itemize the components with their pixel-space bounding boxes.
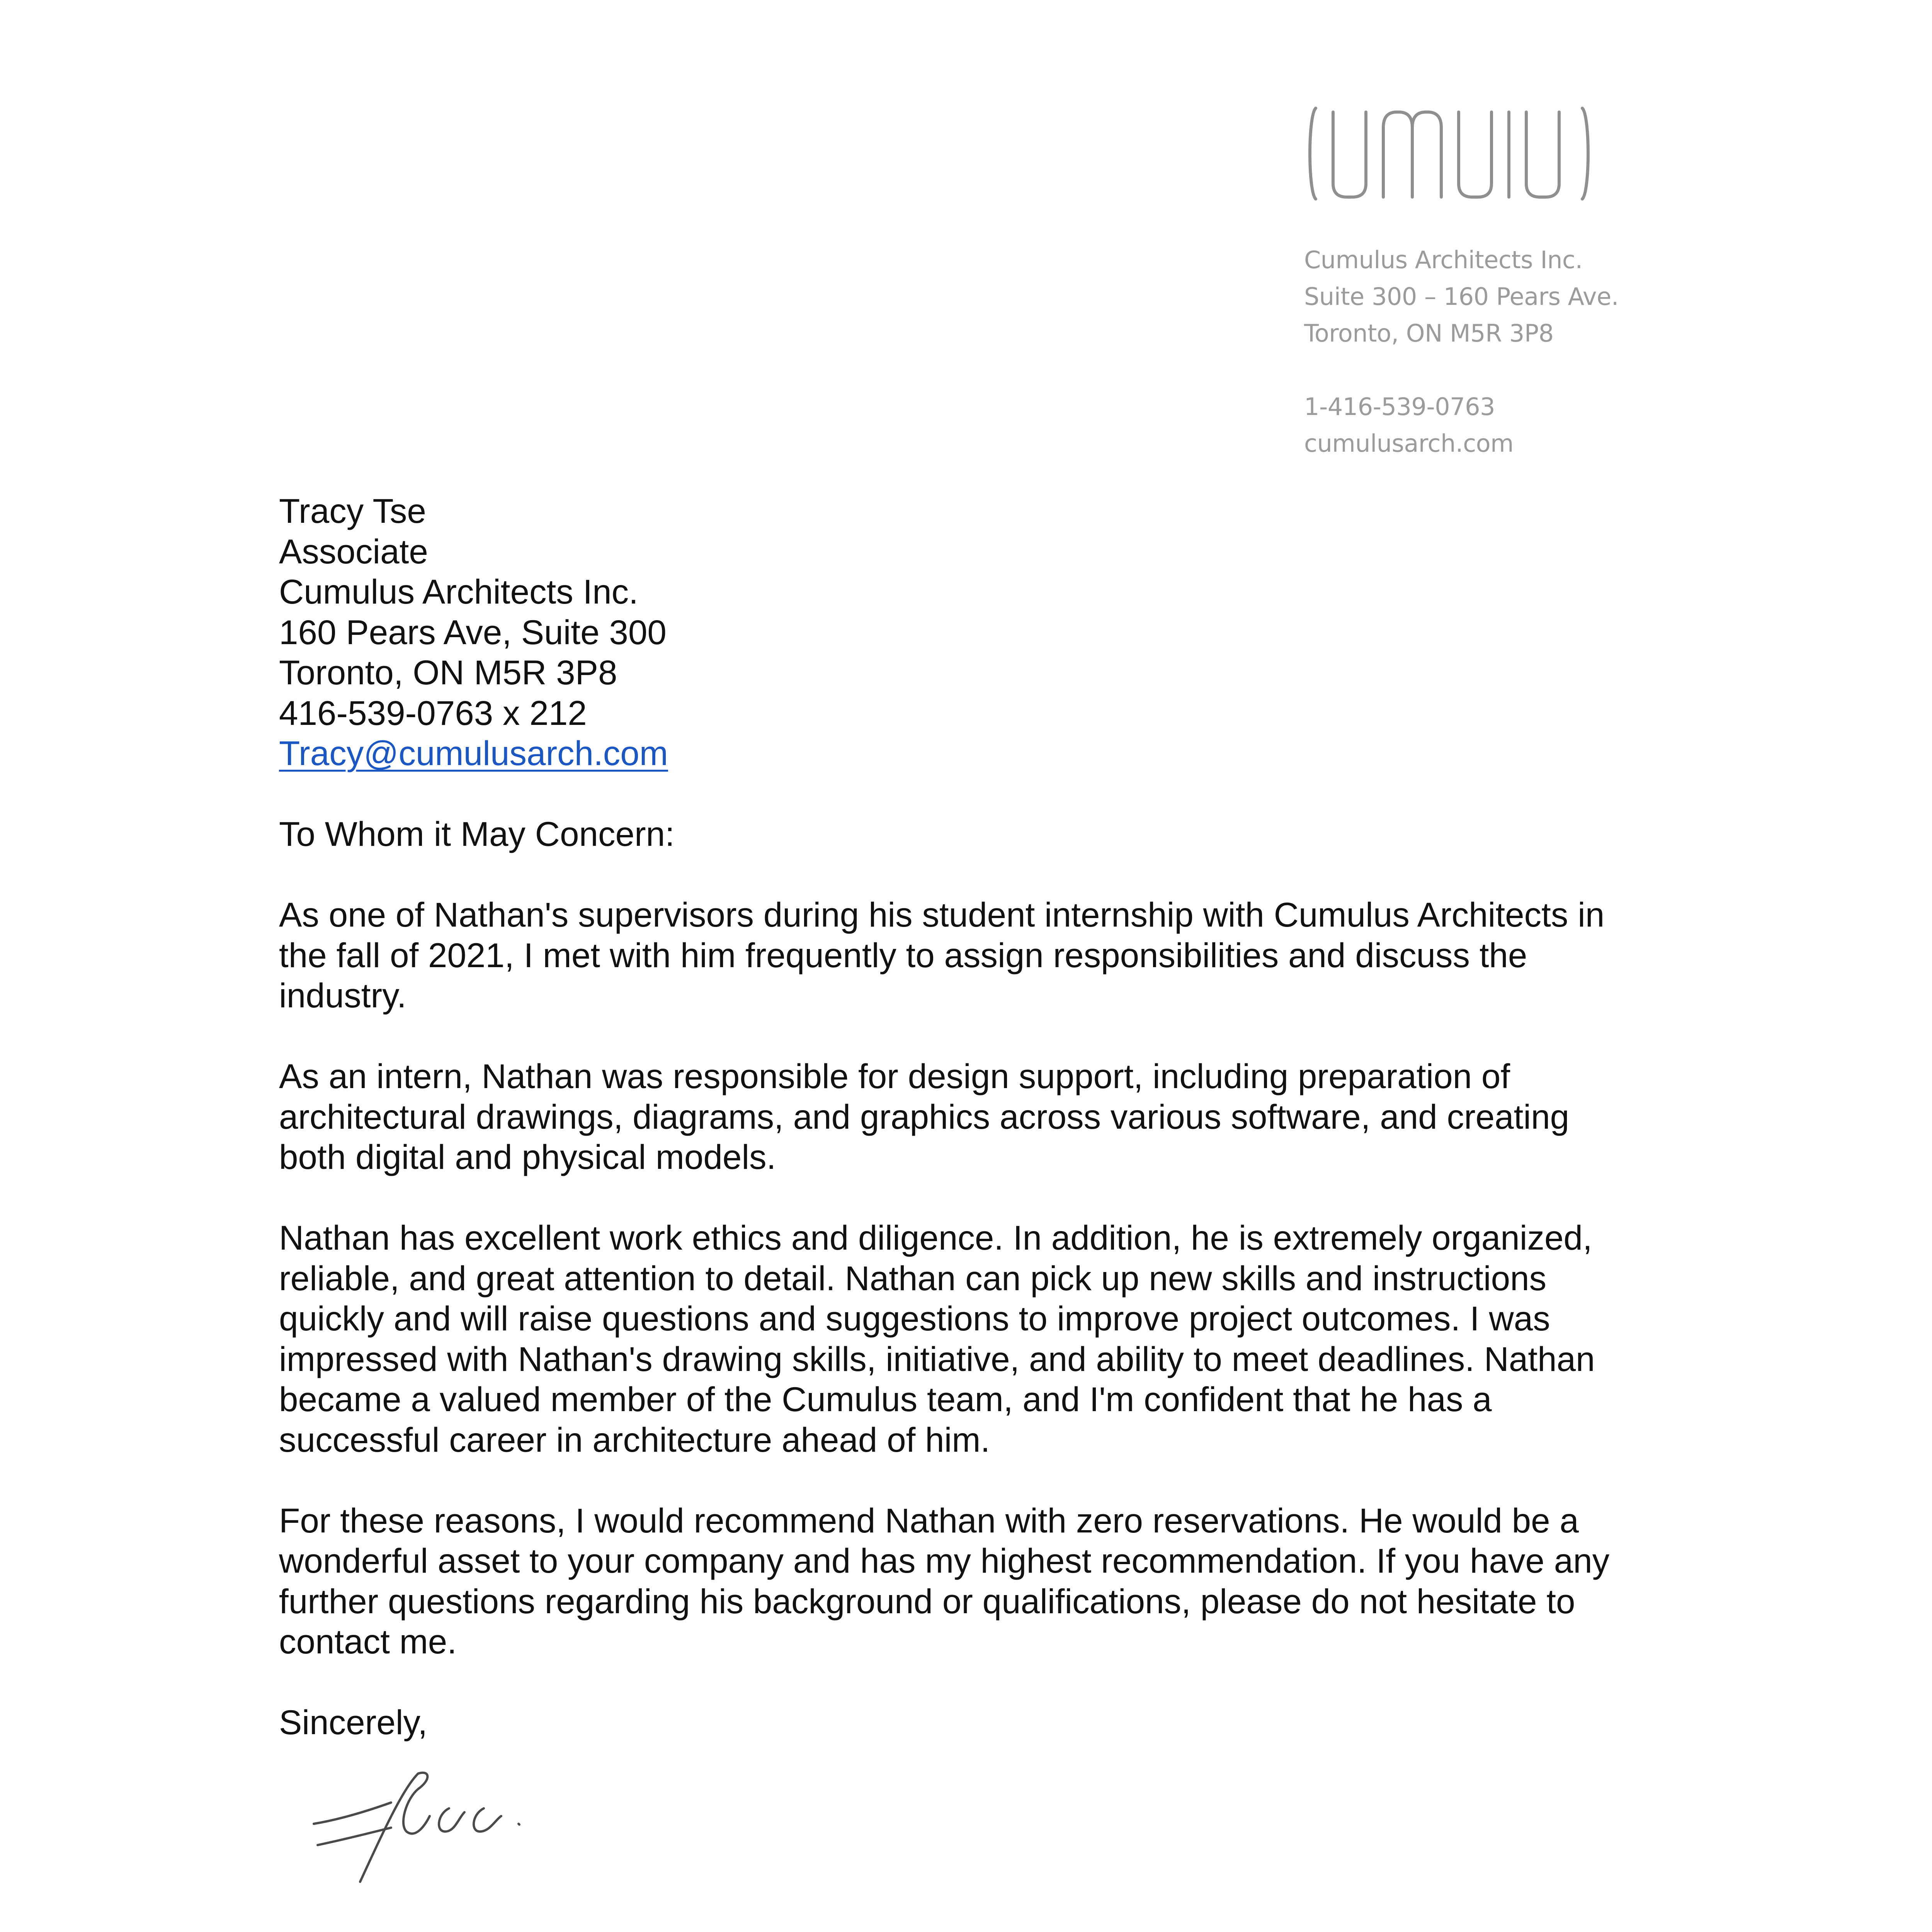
paragraph-line: contact me.: [279, 1622, 457, 1661]
paragraph-4: [279, 1500, 1678, 1662]
paragraph-line: wonderful asset to your company and has my highest recommendation. If you have any: [279, 1541, 1610, 1580]
closing: [279, 1702, 1678, 1743]
sender-city: Toronto, ON M5R 3P8: [279, 653, 617, 692]
paragraph-line: As an intern, Nathan was responsible for design support, including preparation of: [279, 1057, 1510, 1095]
paragraph-line: industry.: [279, 976, 406, 1015]
paragraph-line: further questions regarding his background or qualifications, please do not hesitate to: [279, 1582, 1575, 1621]
paragraph-2: [279, 1056, 1678, 1177]
sender-block: [279, 491, 1678, 774]
paragraph-line: the fall of 2021, I met with him frequently to assign responsibilities and discuss the: [279, 935, 1527, 975]
paragraph-line: quickly and will raise questions and suggestions to improve project outcomes. I was: [279, 1299, 1550, 1338]
sender-name: Tracy Tse: [279, 492, 426, 530]
letterhead-city: Toronto, ON M5R 3P8: [1304, 319, 1554, 347]
sender-company: Cumulus Architects Inc.: [279, 572, 638, 611]
sender-phone: 416-539-0763 x 212: [279, 693, 587, 732]
letterhead-website[interactable]: cumulusarch.com: [1304, 429, 1514, 457]
paragraph-line: For these reasons, I would recommend Nathan with zero reservations. He would be a: [279, 1501, 1579, 1540]
letter-body: [279, 491, 1678, 1932]
letterhead-phone: 1-416-539-0763: [1304, 393, 1495, 421]
paragraph-line: became a valued member of the Cumulus team, and I'm confident that he has a: [279, 1380, 1492, 1418]
paragraph-3: [279, 1218, 1678, 1460]
sender-title: Associate: [279, 532, 428, 571]
paragraph-line: both digital and physical models.: [279, 1138, 776, 1176]
letterhead: [1304, 104, 1710, 462]
paragraph-line: As one of Nathan's supervisors during his student internship with Cumulus Architects in: [279, 895, 1605, 934]
sender-email-link[interactable]: Tracy@cumulusarch.com: [279, 734, 668, 772]
paragraph-line: impressed with Nathan's drawing skills, initiative, and ability to meet deadlines. Nathan: [279, 1339, 1595, 1378]
letterhead-address: [1304, 242, 1710, 462]
letterhead-suite: Suite 300 – 160 Pears Ave.: [1304, 282, 1619, 311]
sender-street: 160 Pears Ave, Suite 300: [279, 612, 667, 651]
closing-text: Sincerely,: [279, 1703, 428, 1742]
salutation-text: To Whom it May Concern:: [279, 815, 675, 853]
paragraph-1: [279, 895, 1678, 1016]
handwritten-signature: [302, 1766, 542, 1893]
paragraph-line: reliable, and great attention to detail. Nathan can pick up new skills and instructions: [279, 1259, 1547, 1298]
salutation: [279, 814, 1678, 854]
paragraph-line: Nathan has excellent work ethics and diligence. In addition, he is extremely organized,: [279, 1218, 1592, 1257]
paragraph-line: successful career in architecture ahead of him.: [279, 1420, 990, 1459]
paragraph-line: architectural drawings, diagrams, and graphics across various software, and creating: [279, 1097, 1570, 1136]
letterhead-company: Cumulus Architects Inc.: [1304, 246, 1583, 274]
cumulus-logo: [1304, 104, 1667, 203]
